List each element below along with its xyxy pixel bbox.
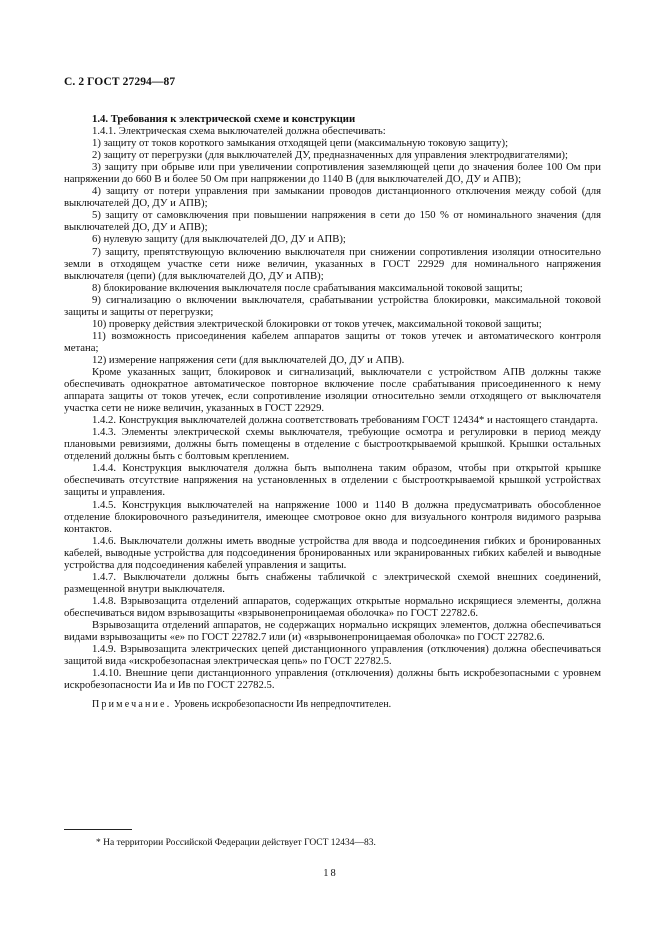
- list-item-5: 5) защиту от самовключения при повышении напряжения в сети до 150 % от номинального значения (для выключателей ДО, ДУ и АПВ);: [64, 209, 601, 234]
- paragraph-1-4-2: 1.4.2. Конструкция выключателей должна соответствовать требованиям ГОСТ 12434* и настоящего стандарта.: [92, 414, 598, 427]
- list-item-2: 2) защиту от перегрузки (для выключателей ДУ, предназначенных для управления электродвигателями);: [92, 149, 568, 162]
- paragraph-1-4-9: 1.4.9. Взрывозащита электрических цепей дистанционного управления (отключения) должна обеспечиваться защитой вида «искробезопасная электрическая цепь» по ГОСТ 22782.5.: [64, 643, 601, 668]
- page-header: С. 2 ГОСТ 27294—87: [64, 76, 176, 88]
- section-heading: 1.4. Требования к электрической схеме и конструкции: [92, 113, 356, 125]
- paragraph-1-4-1: 1.4.1. Электрическая схема выключателей должна обеспечивать:: [92, 125, 386, 138]
- list-item-8: 8) блокирование включения выключателя после срабатывания максимальной токовой защиты;: [92, 281, 523, 294]
- footnote-divider: [64, 829, 132, 830]
- paragraph-1-4-4: 1.4.4. Конструкция выключателя должна быть выполнена таким образом, чтобы при открытой крышке обеспечивать отсутствие напряжения на установленных в отделении с быстрооткрываемой крышкой устройствах защиты и управления.: [64, 462, 601, 499]
- paragraph-1-4-6: 1.4.6. Выключатели должны иметь вводные устройства для ввода и подсоединения гибких и бронированных кабелей, выводные устройства для подсоединения бронированных или экранированных гибких кабелей и выводные устройства для подсоединения кабелей управления и защиты.: [64, 534, 601, 571]
- list-item-6: 6) нулевую защиту (для выключателей ДО, ДУ и АПВ);: [92, 233, 346, 246]
- paragraph-1-4-7: 1.4.7. Выключатели должны быть снабжены табличкой с электрической схемой внешних соединений, размещенной внутри выключателя.: [64, 570, 601, 595]
- list-item-3: 3) защиту при обрыве или при увеличении сопротивления заземляющей цепи до значения более 100 Ом при напряжении до 660 В и более 50 Ом при напряжении до 1140 В (для выключателей ДО, ДУ и АПВ);: [64, 161, 601, 186]
- list-item-12: 12) измерение напряжения сети (для выключателей ДО, ДУ и АПВ).: [92, 353, 405, 366]
- list-item-1: 1) защиту от токов короткого замыкания отходящей цепи (максимальную токовую защиту);: [92, 137, 509, 150]
- list-item-10: 10) проверку действия электрической блокировки от токов утечек, максимальной токовой защиты;: [92, 317, 542, 330]
- footnote: * На территории Российской Федерации действует ГОСТ 12434—83.: [96, 838, 376, 848]
- paragraph-1-4-3: 1.4.3. Элементы электрической схемы выключателя, требующие осмотра и регулировки в период между плановыми ревизиями, должны быть помещены в отделение с быстрооткрываемой крышкой. Крышки остальных отделений должны быть с болтовым креплением.: [64, 426, 601, 463]
- paragraph-1-4-5: 1.4.5. Конструкция выключателей на напряжение 1000 и 1140 В должна предусматривать обособленное отделение блокировочного разъединителя, имеющее смотровое окно для визуального контроля видимого разрыва контактов.: [64, 498, 601, 535]
- note: [64, 699, 601, 711]
- paragraph-1-4-8-cont: Взрывозащита отделений аппаратов, не содержащих нормально искрящих элементов, должна обеспечиваться видами взрывозащиты «е» по ГОСТ 22782.7 или (и) «взрывонепроницаемая оболочка» по ГОСТ 22782.6.: [64, 618, 601, 644]
- paragraph-1-4-8: 1.4.8. Взрывозащита отделений аппаратов, содержащих открытые нормально искрящиеся элементы, должна обеспечиваться видом взрывозащиты «взрывонепроницаемая оболочка» по ГОСТ 22782.6.: [64, 594, 601, 619]
- list-item-9: 9) сигнализацию о включении выключателя, срабатывании устройства блокировки, максимальной токовой защиты и защиты от перегрузки;: [64, 293, 601, 318]
- apv-paragraph: Кроме указанных защит, блокировок и сигнализаций, выключатели с устройством АПВ должны также обеспечивать однократное автоматическое повторное включение после срабатывания присоединенного к нему аппарата защиты от токов утечек, если сопротивление изоляции относительно земли отходящего от выключателя участка сети не ниже величин, указанных в ГОСТ 22929.: [64, 365, 601, 415]
- page-number: 18: [323, 868, 338, 879]
- note-label: Примечание.: [92, 699, 172, 711]
- paragraph-1-4-10: 1.4.10. Внешние цепи дистанционного управления (отключения) должны быть искробезопасными с уровнем искробезопасности Иа и Ив по ГОСТ 22782.5.: [64, 667, 601, 692]
- document-body: [64, 113, 601, 711]
- list-item-4: 4) защиту от потери управления при замыкании проводов дистанционного отключения между собой (для выключателей ДО, ДУ и АПВ);: [64, 185, 601, 210]
- list-item-11: 11) возможность присоединения кабелем аппаратов защиты от токов утечек и автоматического контроля метана;: [64, 329, 601, 354]
- list-item-7: 7) защиту, препятствующую включению выключателя при снижении сопротивления изоляции относительно земли в отходящем участке сети ниже величин, указанных в ГОСТ 22929 для номинального напряжения выключателя (цепи) (для выключателей ДО, ДУ и АПВ);: [64, 245, 601, 282]
- note-text: Уровень искробезопасности Ив непредпочтителен.: [171, 699, 392, 711]
